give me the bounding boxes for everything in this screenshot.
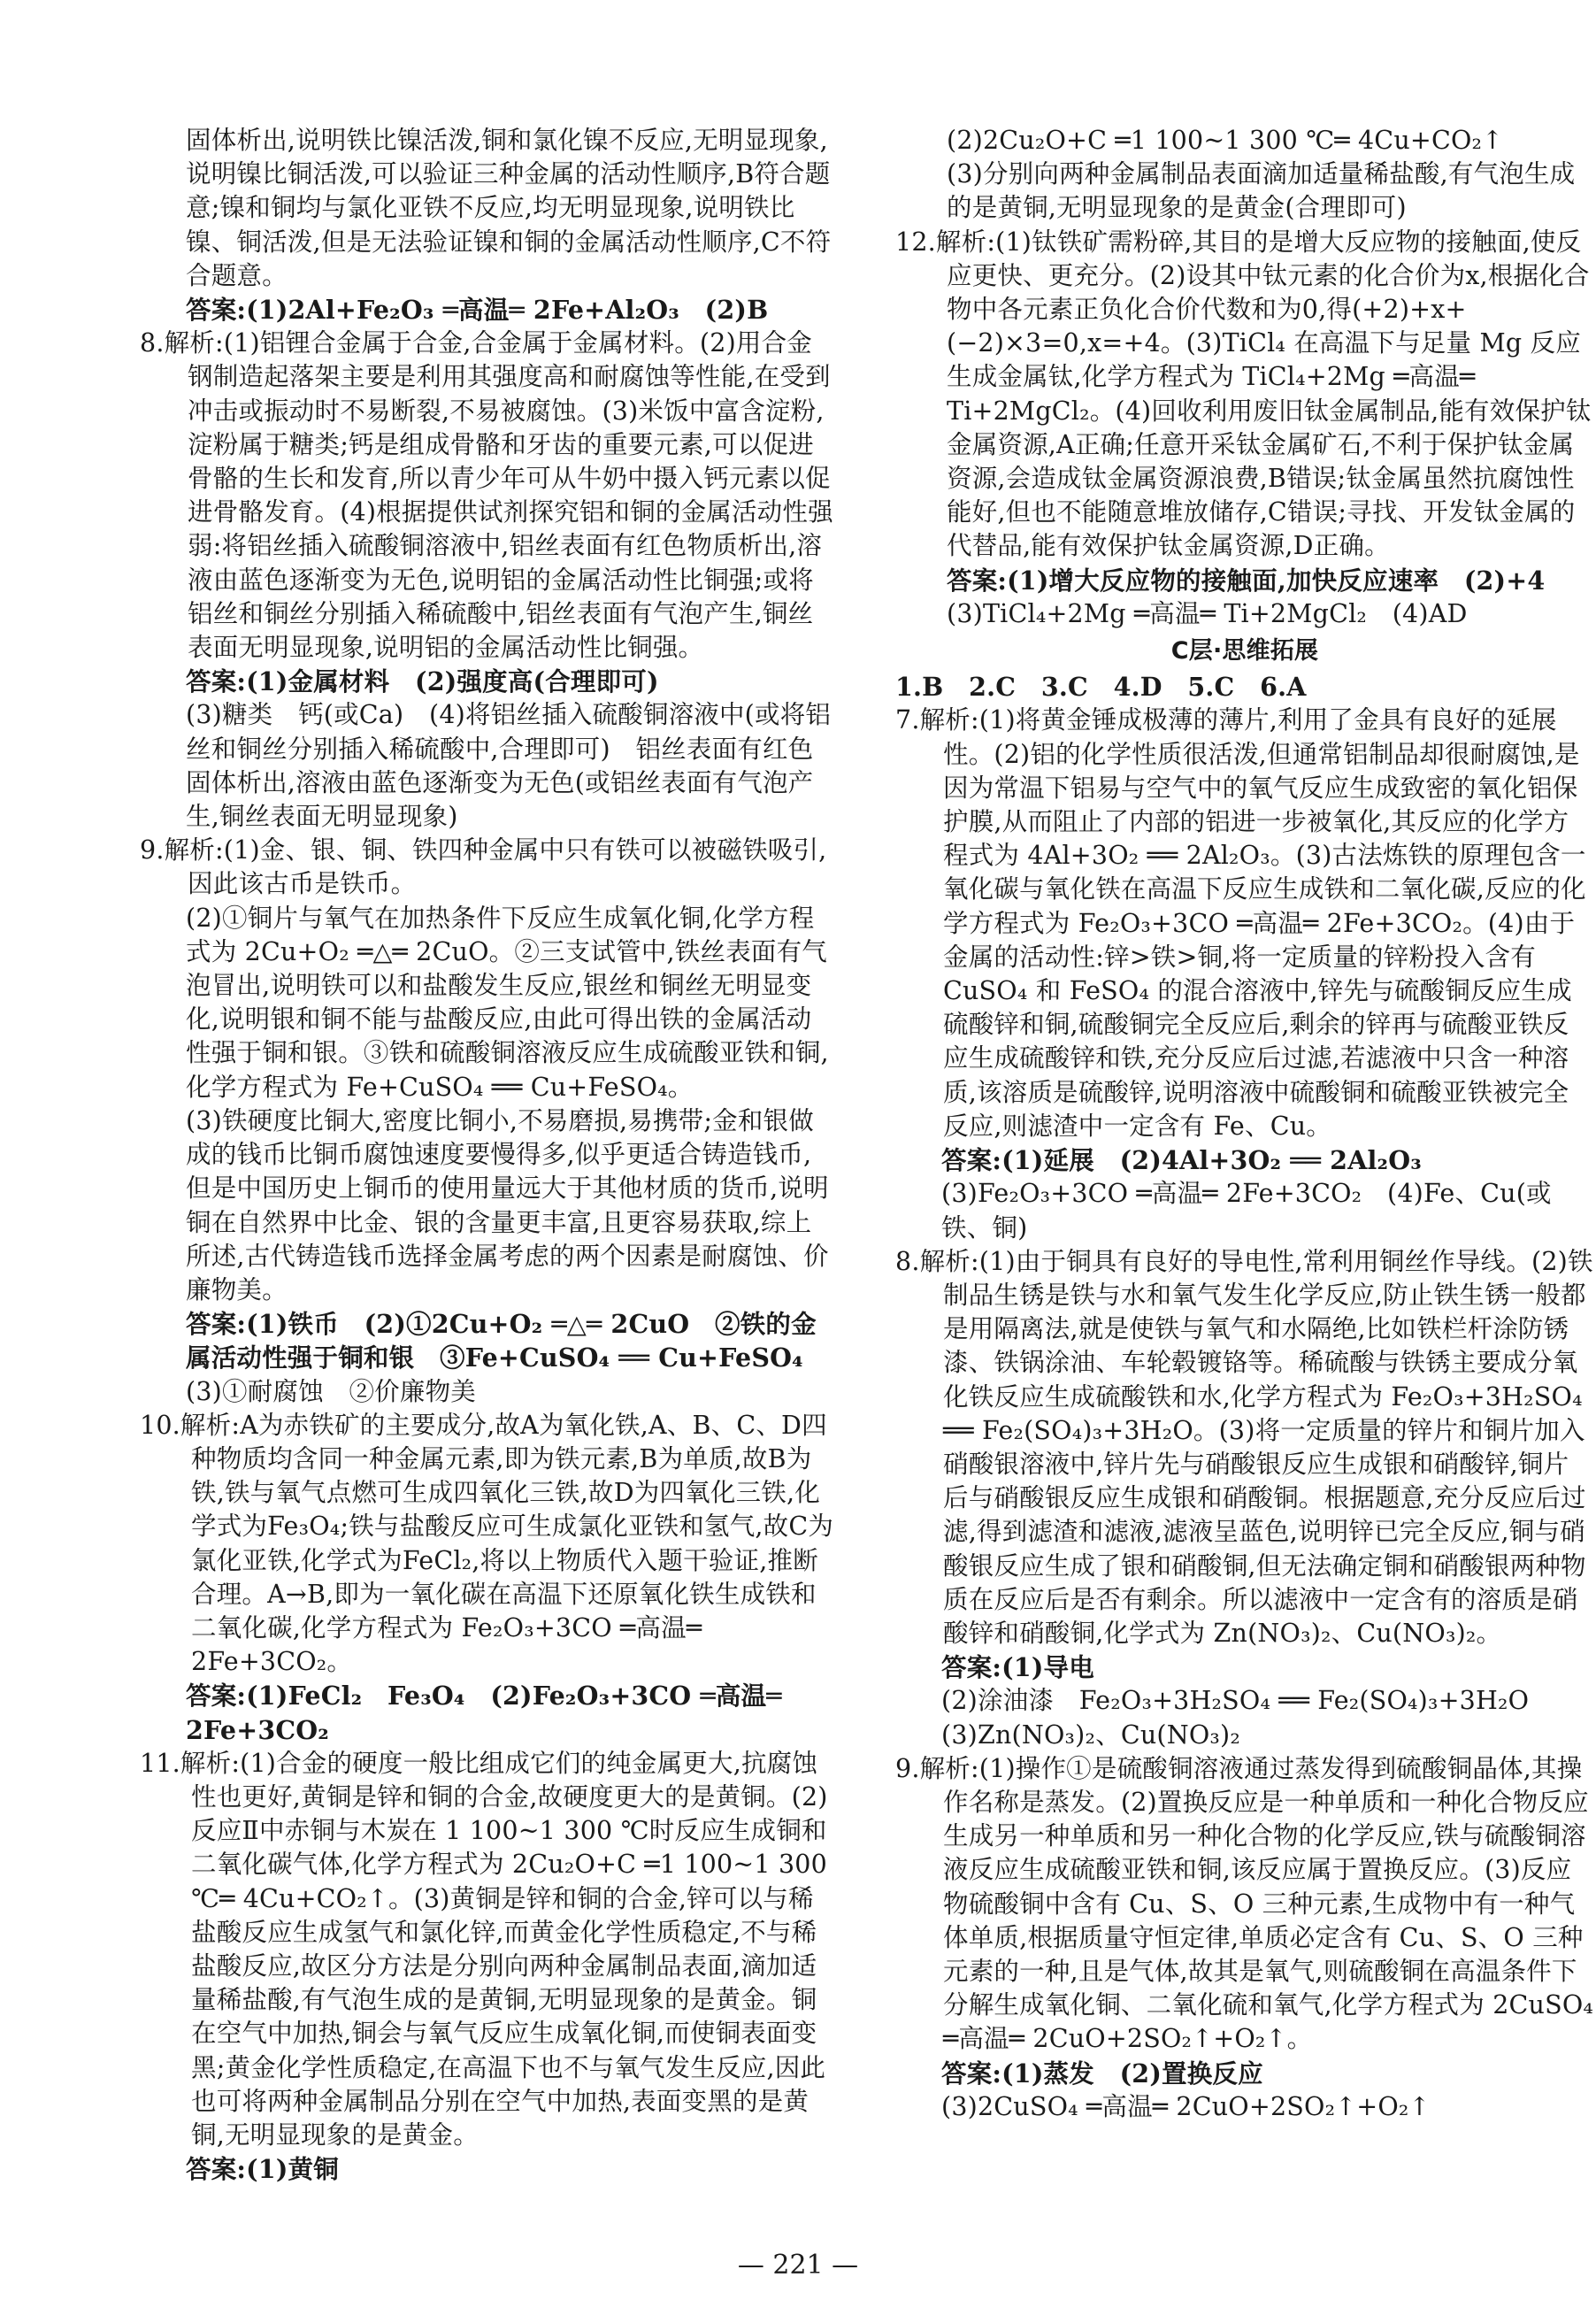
left-paragraph-4: (3)糖类 钙(或Ca) (4)将铝丝插入硫酸铜溶液中(或将铝丝和铜丝分别插入稀硫酸中,合理即可) 铝丝表面有红色固体析出,溶液由蓝色逐渐变为无色(或铝丝表面有气泡产生,铜丝表面无明显现象) xyxy=(186,700,832,832)
right-paragraph-9: (3)Fe₂O₃+3CO ═高温═ 2Fe+3CO₂ (4)Fe、Cu(或铁、铜) xyxy=(941,1179,1552,1242)
right-paragraph-4: (3)TiCl₄+2Mg ═高温═ Ti+2MgCl₂ (4)AD xyxy=(947,598,1468,628)
page-number: — 221 — xyxy=(737,2250,859,2281)
left-paragraph-0: 固体析出,说明铁比镍活泼,铜和氯化镍不反应,无明显现象,说明镍比铜活泼,可以验证三种金属的活动性顺序,B符合题意;镍和铜均与氯化亚铁不反应,均无明显现象,说明铁比镍、铜活泼,但是无法验证镍和铜的金属活动性顺序,C不符合题意。 xyxy=(186,126,832,290)
right-paragraph-15: 答案:(1)蒸发 (2)置换反应 xyxy=(941,2058,1263,2089)
left-paragraph-9: (3)①耐腐蚀 ②价廉物美 xyxy=(186,1376,476,1406)
right-paragraph-7: 7.解析:(1)将黄金锤成极薄的薄片,利用了金具有良好的延展性。(2)铝的化学性质很活泼,但通常铝制品却很耐腐蚀,是因为常温下铝易与空气中的氧气反应生成致密的氧化铝保护膜,从而阻止了内部的铝进一步被氧化,其反应的化学方程式为 4Al+3O₂ ══ 2Al₂O₃。(3)古法炼铁的原理包含一氧化碳与氧化铁在高温下反应生成铁和二氧化碳,反应的化学方程式为 Fe₂O₃+3CO ═高温═ 2Fe+3CO₂。(4)由于金属的活动性:锌>铁>铜,将一定质量的锌粉投入含有 CuSO₄ 和 FeSO₄ 的混合溶液中,锌先与硫酸铜反应生成硫酸锌和铜,硫酸铜完全反应后,剩余的锌再与硫酸亚铁反应生成硫酸锌和铁,充分反应后过滤,若滤液中只含一种溶质,该溶质是硫酸锌,说明溶液中硫酸铜和硫酸亚铁被完全反应,则滤渣中一定含有 Fe、Cu。 xyxy=(895,705,1586,1141)
left-paragraph-8: 答案:(1)铁币 (2)①2Cu+O₂ ═△═ 2CuO ②铁的金属活动性强于铜和银 ③Fe+CuSO₄ ══ Cu+FeSO₄ xyxy=(186,1309,817,1373)
left-paragraph-7: (3)铁硬度比铜大,密度比铜小,不易磨损,易携带;金和银做成的钱币比铜币腐蚀速度要慢得多,似乎更适合铸造钱币,但是中国历史上铜币的使用量远大于其他材质的货币,说明铜在自然界中比金、银的含量更丰富,且更容易获取,综上所述,古代铸造钱币选择金属考虑的两个因素是耐腐蚀、价廉物美。 xyxy=(186,1105,829,1304)
right-paragraph-8: 答案:(1)延展 (2)4Al+3O₂ ══ 2Al₂O₃ xyxy=(941,1145,1422,1176)
right-paragraph-12: (2)涂油漆 Fe₂O₃+3H₂SO₄ ══ Fe₂(SO₄)₃+3H₂O xyxy=(941,1686,1530,1716)
right-paragraph-13: (3)Zn(NO₃)₂、Cu(NO₃)₂ xyxy=(941,1719,1240,1750)
left-paragraph-3: 答案:(1)金属材料 (2)强度高(合理即可) xyxy=(186,666,659,697)
left-column xyxy=(140,124,834,2186)
section-title: C层·思维拓展 xyxy=(1170,637,1319,665)
right-column xyxy=(895,124,1594,2124)
left-paragraph-13: 答案:(1)黄铜 xyxy=(186,2154,339,2185)
right-paragraph-2: 12.解析:(1)钛铁矿需粉碎,其目的是增大反应物的接触面,使反应更快、更充分。(2)设其中钛元素的化合价为x,根据化合物中各元素正负化合价代数和为0,得(+2)+x+(−2)×3=0,x=+4。(3)TiCl₄ 在高温下与足量 Mg 反应生成金属钛,化学方程式为 TiCl₄+2Mg ═高温═ Ti+2MgCl₂。(4)回收利用废旧钛金属制品,能有效保护钛金属资源,A正确;任意开采钛金属矿石,不利于保护钛金属资源,会造成钛金属资源浪费,B错误;钛金属虽然抗腐蚀性能好,但也不能随意堆放储存,C错误;寻找、开发钛金属的代替品,能有效保护钛金属资源,D正确。 xyxy=(895,227,1592,561)
right-paragraph-0: (2)2Cu₂O+C ═1 100~1 300 ℃═ 4Cu+CO₂↑ xyxy=(947,126,1504,155)
left-paragraph-11: 答案:(1)FeCl₂ Fe₃O₄ (2)Fe₂O₃+3CO ═高温═ 2Fe+3CO₂ xyxy=(186,1681,782,1745)
right-paragraph-16: (3)2CuSO₄ ═高温═ 2CuO+2SO₂↑+O₂↑ xyxy=(941,2091,1431,2121)
multiple-choice-answers: 1.B 2.C 3.C 4.D 5.C 6.A xyxy=(895,672,1307,703)
right-paragraph-10: 8.解析:(1)由于铜具有良好的导电性,常利用铜丝作导线。(2)铁制品生锈是铁与水和氧气发生化学反应,防止铁生锈一般都是用隔离法,就是使铁与氧气和水隔绝,比如铁栏杆涂防锈漆、铁锅涂油、车轮毂镀铬等。稀硫酸与铁锈主要成分氧化铁反应生成硫酸铁和水,化学方程式为 Fe₂O₃+3H₂SO₄ ══ Fe₂(SO₄)₃+3H₂O。(3)将一定质量的锌片和铜片加入硝酸银溶液中,锌片先与硝酸银反应生成银和硝酸锌,铜片后与硝酸银反应生成银和硝酸铜。根据题意,充分反应后过滤,得到滤渣和滤液,滤液呈蓝色,说明锌已完全反应,铜与硝酸银反应生成了银和硝酸铜,但无法确定铜和硝酸银两种物质在反应后是否有剩余。所以滤液中一定含有的溶质是硝酸锌和硝酸铜,化学式为 Zn(NO₃)₂、Cu(NO₃)₂。 xyxy=(895,1246,1593,1648)
left-paragraph-5: 9.解析:(1)金、银、铜、铁四种金属中只有铁可以被磁铁吸引,因此该古币是铁币。 xyxy=(140,835,827,899)
left-paragraph-6: (2)①铜片与氧气在加热条件下反应生成氧化铜,化学方程式为 2Cu+O₂ ═△═ 2CuO。②三支试管中,铁丝表面有气泡冒出,说明铁可以和盐酸发生反应,银丝和铜丝无明显变化,说明银和铜不能与盐酸反应,由此可得出铁的金属活动性强于铜和银。③铁和硫酸铜溶液反应生成硫酸亚铁和铜,化学方程式为 Fe+CuSO₄ ══ Cu+FeSO₄。 xyxy=(186,903,829,1102)
left-paragraph-1: 答案:(1)2Al+Fe₂O₃ ═高温═ 2Fe+Al₂O₃ (2)B xyxy=(186,295,769,326)
right-paragraph-1: (3)分别向两种金属制品表面滴加适量稀盐酸,有气泡生成的是黄铜,无明显现象的是黄金(合理即可) xyxy=(947,159,1576,223)
left-paragraph-2: 8.解析:(1)铝锂合金属于合金,合金属于金属材料。(2)用合金钢制造起落架主要是利用其强度高和耐腐蚀等性能,在受到冲击或振动时不易断裂,不易被腐蚀。(3)米饭中富含淀粉,淀粉属于糖类;钙是组成骨骼和牙齿的重要元素,可以促进骨骼的生长和发育,所以青少年可从牛奶中摄入钙元素以促进骨骼发育。(4)根据提供试剂探究铝和铜的金属活动性强弱:将铝丝插入硫酸铜溶液中,铝丝表面有红色物质析出,溶液由蓝色逐渐变为无色,说明铝的金属活动性比铜强;或将铝丝和铜丝分别插入稀硫酸中,铝丝表面有气泡产生,铜丝表面无明显现象,说明铝的金属活动性比铜强。 xyxy=(140,328,833,663)
left-paragraph-12: 11.解析:(1)合金的硬度一般比组成它们的纯金属更大,抗腐蚀性也更好,黄铜是锌和铜的合金,故硬度更大的是黄铜。(2)反应Ⅱ中赤铜与木炭在 1 100~1 300 ℃时反应生成铜和二氧化碳气体,化学方程式为 2Cu₂O+C ═1 100~1 300 ℃═ 4Cu+CO₂↑。(3)黄铜是锌和铜的合金,锌可以与稀盐酸反应生成氢气和氯化锌,而黄金化学性质稳定,不与稀盐酸反应,故区分方法是分别向两种金属制品表面,滴加适量稀盐酸,有气泡生成的是黄铜,无明显现象的是黄金。铜在空气中加热,铜会与氧气反应生成氧化铜,而使铜表面变黑;黄金化学性质稳定,在高温下也不与氧气发生反应,因此也可将两种金属制品分别在空气中加热,表面变黑的是黄铜,无明显现象的是黄金。 xyxy=(140,1748,828,2150)
right-paragraph-3: 答案:(1)增大反应物的接触面,加快反应速率 (2)+4 xyxy=(947,565,1546,596)
left-paragraph-10: 10.解析:A为赤铁矿的主要成分,故A为氧化铁,A、B、C、D四种物质均含同一种金属元素,即为铁元素,B为单质,故B为铁,铁与氧气点燃可生成四氧化三铁,故D为四氧化三铁,化学式为Fe₃O₄;铁与盐酸反应可生成氯化亚铁和氢气,故C为氯化亚铁,化学式为FeCl₂,将以上物质代入题干验证,推断合理。A→B,即为一氧化碳在高温下还原氧化铁生成铁和二氧化碳,化学方程式为 Fe₂O₃+3CO ═高温═ 2Fe+3CO₂。 xyxy=(140,1410,834,1677)
right-paragraph-14: 9.解析:(1)操作①是硫酸铜溶液通过蒸发得到硫酸铜晶体,其操作名称是蒸发。(2)置换反应是一种单质和一种化合物反应生成另一种单质和另一种化合物的化学反应,铁与硫酸铜溶液反应生成硫酸亚铁和铜,该反应属于置换反应。(3)反应物硫酸铜中含有 Cu、S、O 三种元素,生成物中有一种气体单质,根据质量守恒定律,单质必定含有 Cu、S、O 三种元素的一种,且是气体,故其是氧气,则硫酸铜在高温条件下分解生成氧化铜、二氧化硫和氧气,化学方程式为 2CuSO₄ ═高温═ 2CuO+2SO₂↑+O₂↑。 xyxy=(895,1753,1594,2054)
right-paragraph-11: 答案:(1)导电 xyxy=(941,1652,1094,1683)
